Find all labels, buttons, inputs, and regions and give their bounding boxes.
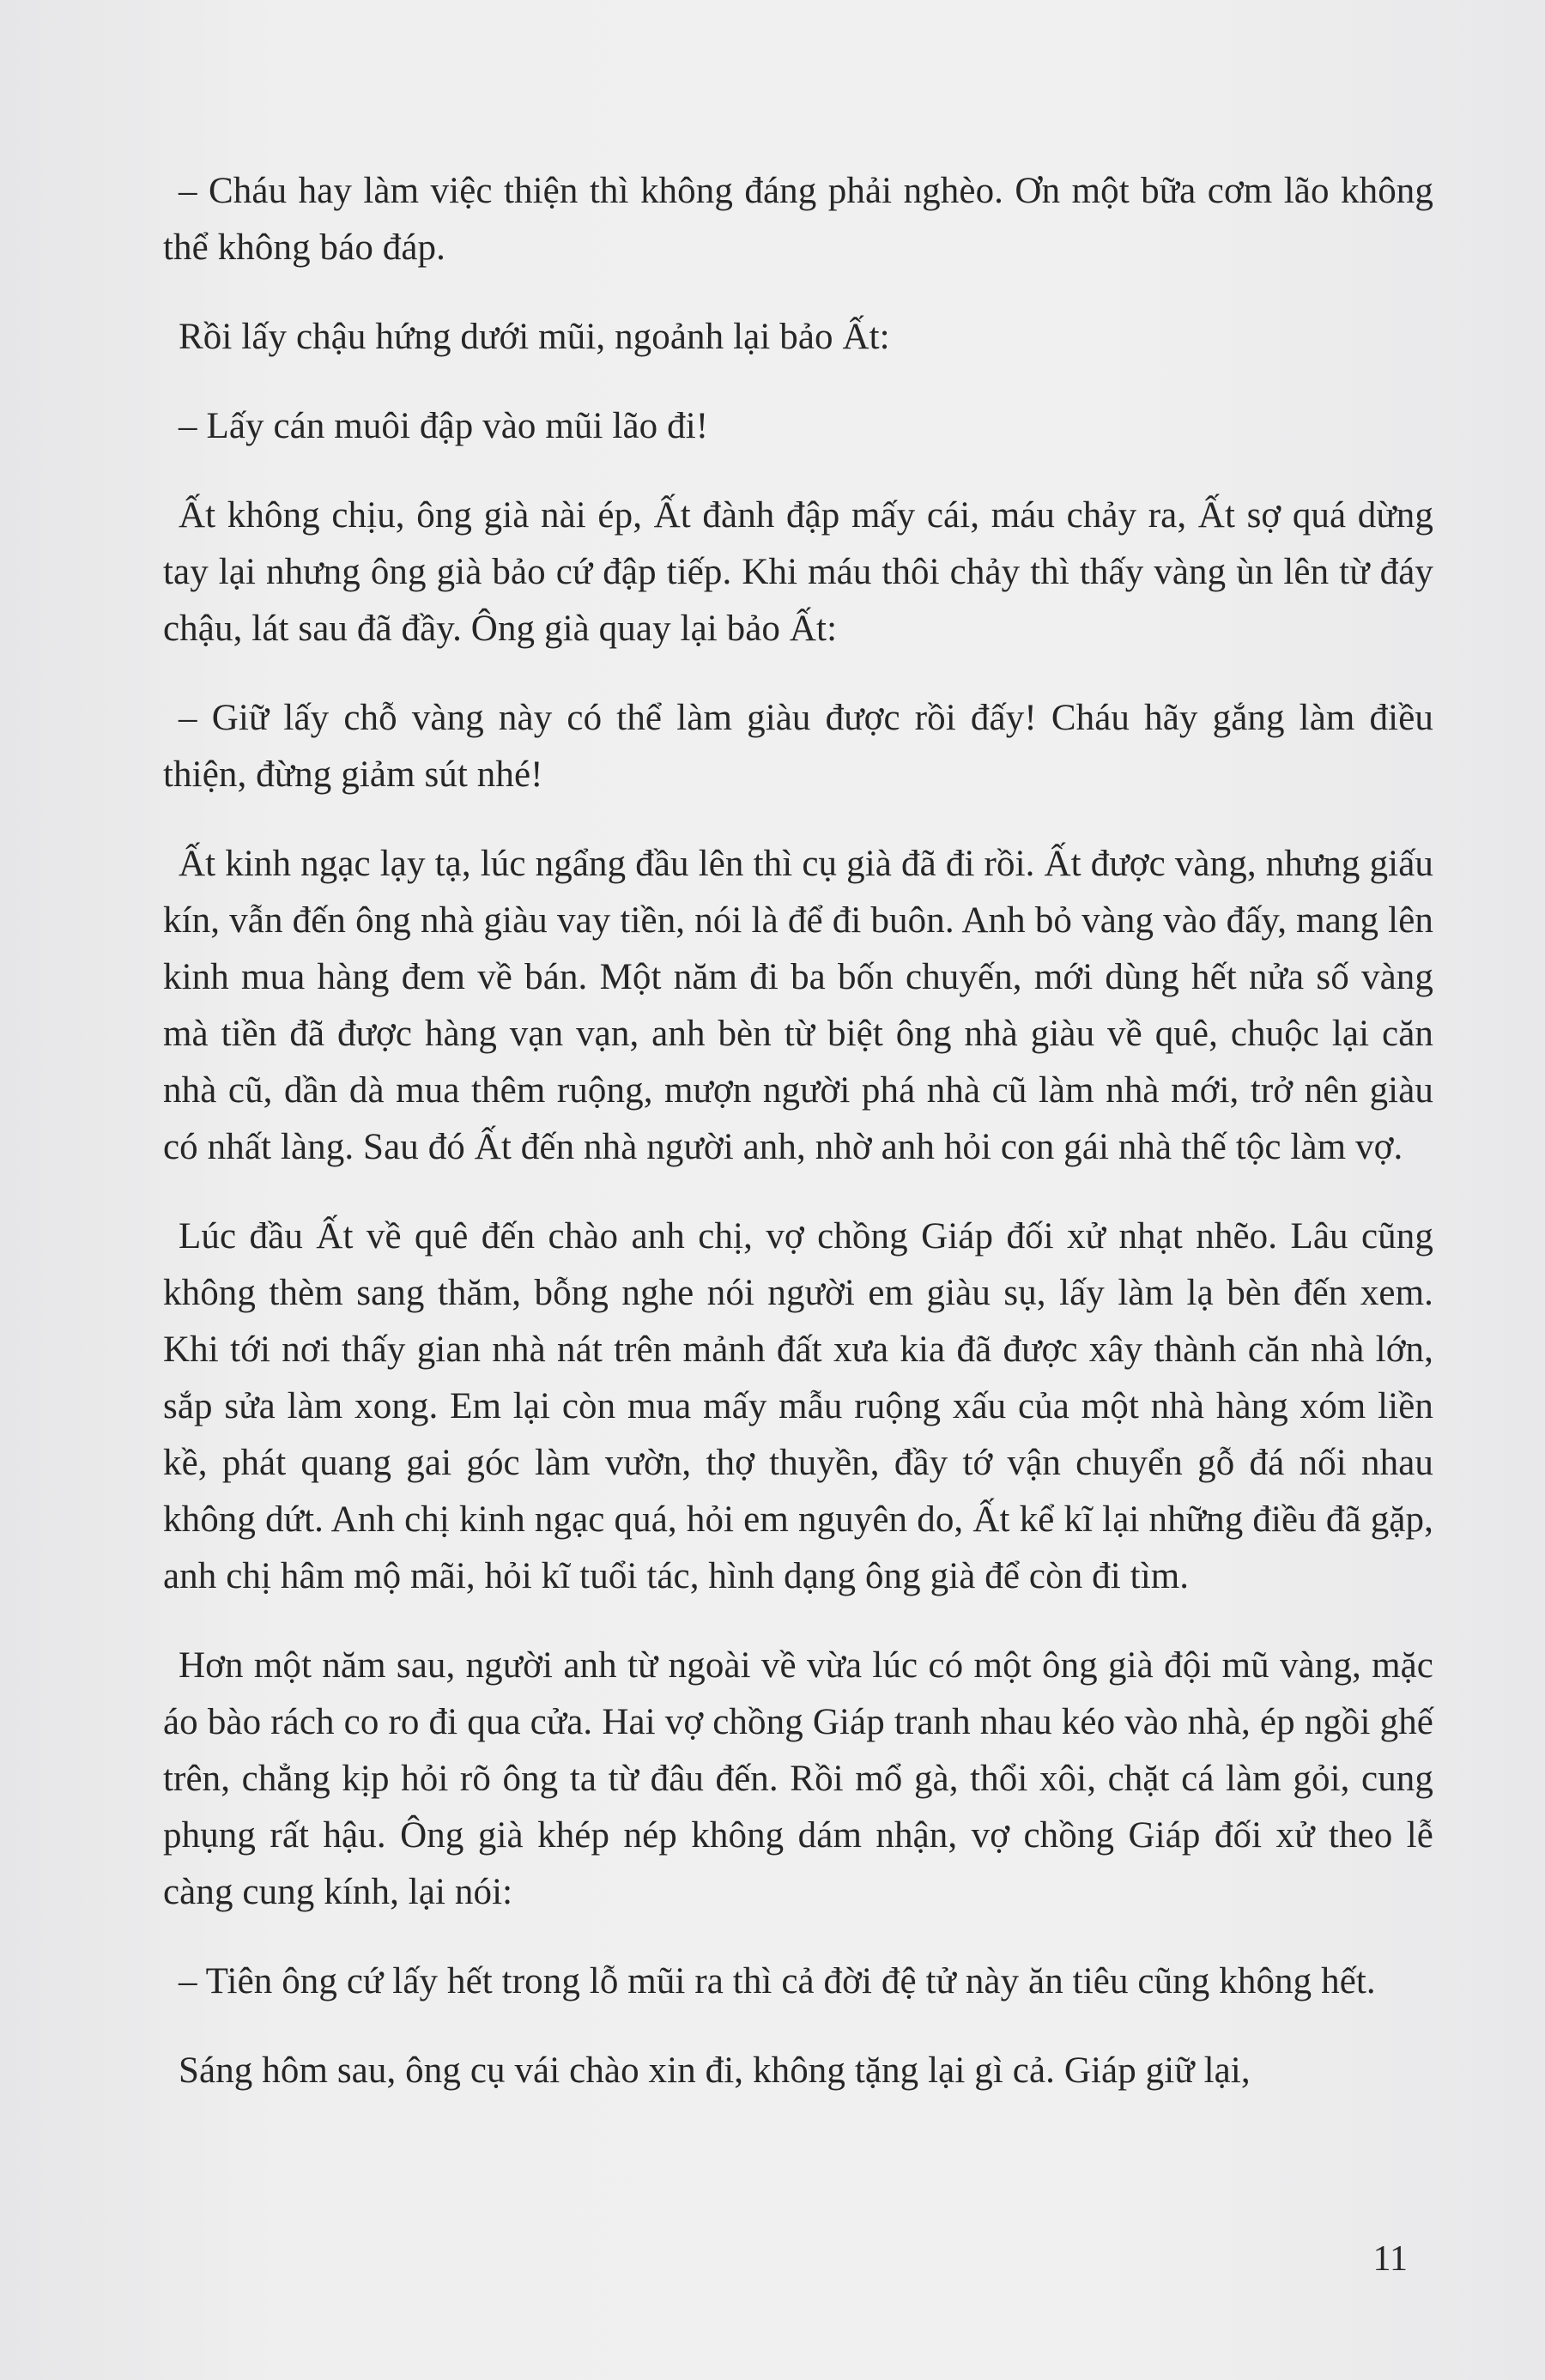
paragraph-2: Rồi lấy chậu hứng dưới mũi, ngoảnh lại bảo Ất: [179,317,890,357]
paragraph-10: Sáng hôm sau, ông cụ vái chào xin đi, không tặng lại gì cả. Giáp giữ lại, [179,2050,1251,2091]
paragraph-7: Lúc đầu Ất về quê đến chào anh chị, vợ chồng Giáp đối xử nhạt nhẽo. Lâu cũng không thèm sang thăm, bỗng nghe nói người em giàu sụ, lấy làm lạ bèn đến xem. Khi tới nơi thấy gian nhà nát trên mảnh đất xưa kia đã được xây thành căn nhà lớn, sắp sửa làm xong. Em lại còn mua mấy mẫu ruộng xấu của một nhà hàng xóm liền kề, phát quang gai góc làm vườn, thợ thuyền, đầy tớ vận chuyển gỗ đá nối nhau không dứt. Anh chị kinh ngạc quá, hỏi em nguyên do, Ất kể kĩ lại những điều đã gặp, anh chị hâm mộ mãi, hỏi kĩ tuổi tác, hình dạng ông già để còn đi tìm. [163,1216,1433,1596]
paragraph-9: – Tiên ông cứ lấy hết trong lỗ mũi ra thì cả đời đệ tử này ăn tiêu cũng không hết. [179,1961,1376,2002]
paragraph-4: Ất không chịu, ông già nài ép, Ất đành đập mấy cái, máu chảy ra, Ất sợ quá dừng tay lại nhưng ông già bảo cứ đập tiếp. Khi máu thôi chảy thì thấy vàng ùn lên từ đáy chậu, lát sau đã đầy. Ông già quay lại bảo Ất: [163,495,1433,649]
paragraph-3: – Lấy cán muôi đập vào mũi lão đi! [179,406,709,446]
paragraph-5: – Giữ lấy chỗ vàng này có thể làm giàu được rồi đấy! Cháu hãy gắng làm điều thiện, đừng giảm sút nhé! [163,698,1433,795]
paragraph-8: Hơn một năm sau, người anh từ ngoài về vừa lúc có một ông già đội mũ vàng, mặc áo bào rách co ro đi qua cửa. Hai vợ chồng Giáp tranh nhau kéo vào nhà, ép ngồi ghế trên, chẳng kịp hỏi rõ ông ta từ đâu đến. Rồi mổ gà, thổi xôi, chặt cá làm gỏi, cung phụng rất hậu. Ông già khép nép không dám nhận, vợ chồng Giáp đối xử theo lễ càng cung kính, lại nói: [163,1645,1433,1912]
paragraph-6: Ất kinh ngạc lạy tạ, lúc ngẩng đầu lên thì cụ già đã đi rồi. Ất được vàng, nhưng giấu kín, vẫn đến ông nhà giàu vay tiền, nói là để đi buôn. Anh bỏ vàng vào đấy, mang lên kinh mua hàng đem về bán. Một năm đi ba bốn chuyến, mới dùng hết nửa số vàng mà tiền đã được hàng vạn vạn, anh bèn từ biệt ông nhà giàu về quê, chuộc lại căn nhà cũ, dần dà mua thêm ruộng, mượn người phá nhà cũ làm nhà mới, trở nên giàu có nhất làng. Sau đó Ất đến nhà người anh, nhờ anh hỏi con gái nhà thế tộc làm vợ. [163,844,1433,1167]
paragraph-1: – Cháu hay làm việc thiện thì không đáng phải nghèo. Ơn một bữa cơm lão không thể không báo đáp. [163,171,1433,268]
page-number: 11 [1372,2239,1408,2279]
story-text [163,163,1433,2132]
